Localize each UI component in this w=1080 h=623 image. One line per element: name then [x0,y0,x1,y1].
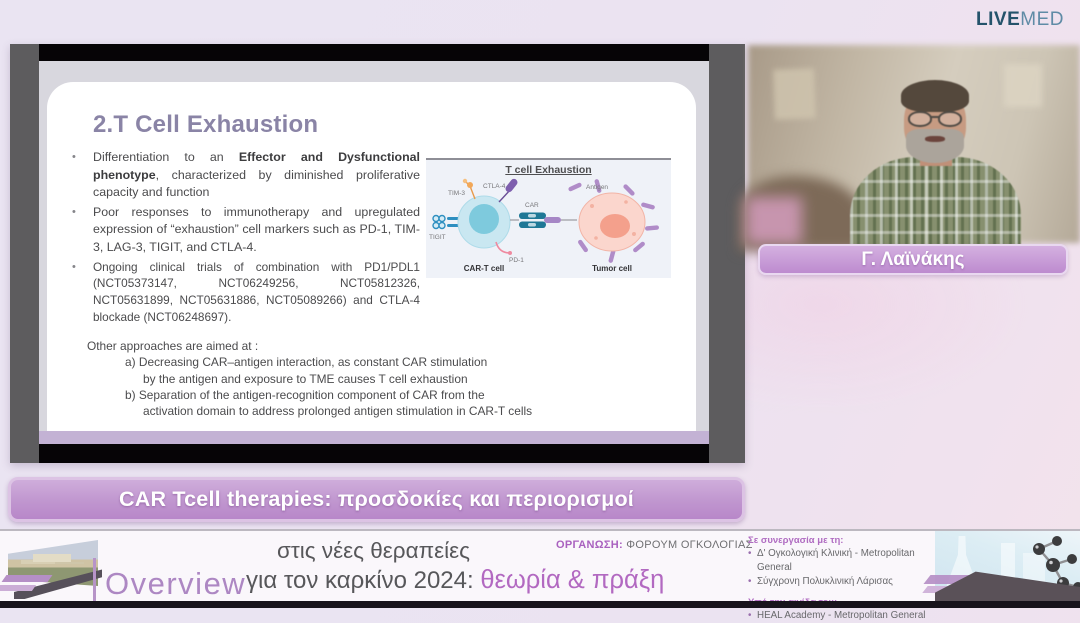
slide-letterbox-bottom [39,444,709,463]
label-pd1: PD-1 [509,257,524,264]
speaker-plaid-shirt [850,157,1021,251]
wall-picture-left [773,69,815,120]
label-antigen: Antigen [586,184,609,191]
event-subtitle-line2-purple: θεωρία & πράξη [480,566,665,594]
label-cart-cell: CAR-T cell [463,264,505,273]
slide-area [39,61,709,431]
slide-bullet-list [63,149,420,328]
label-car: CAR [525,202,539,209]
slide-bullet-2: • Poor responses to immunotherapy and upregulated expression of “exhaustion” cell markers such as PD-1, TIM-3, LAG-3, TIGIT, and CTLA-4. [63,204,420,257]
tcell-exhaustion-figure [426,158,671,328]
slide-footer-strip [39,431,709,444]
other-approach-b-line2: activation domain to address prolonged antigen stimulation in CAR-T cells [143,404,533,419]
organizer-value: ΦΟΡΟΥΜ ΟΓΚΟΛΟΓΙΑΣ [626,539,753,551]
partners-block [748,535,943,623]
event-subtitle-line1: στις νέες θεραπείες [276,538,471,563]
share-left-bezel [10,44,39,463]
slide-bullet-1: • Differentiation to an Effector and Dysfunctional phenotype, characterized by diminished proliferative capacity and function [63,149,420,202]
collaboration-label: Σε συνεργασία με τη: [748,535,844,546]
acropolis-buildings [33,554,71,562]
footer-right-collage [935,531,1080,601]
livemed-logo [976,9,1064,31]
slide-card [47,82,696,431]
event-name: Overview [105,566,247,601]
footer-divider-line [93,558,96,604]
label-tumor-cell: Tumor cell [592,264,632,273]
aegis-item: • HEAL Academy - Metropolitan General [748,609,943,623]
logo-med: MED [1020,9,1064,30]
slide-title: 2.T Cell Exhaustion [93,111,319,138]
event-subtitle-line2 [246,566,664,595]
event-footer [0,529,1080,621]
slide-letterbox-top [39,44,709,61]
organizer-line [556,539,753,551]
collaboration-item: • Δ' Ογκολογική Κλινική - Metropolitan General [748,547,943,575]
collaboration-item: • Σύγχρονη Πολυκλινική Λάρισας [748,575,943,589]
session-title-banner [8,477,745,522]
bottom-black-strip [0,601,1080,608]
footer-purple-stripe-left-2 [0,585,36,591]
footer-purple-stripe-left-1 [2,575,53,582]
tcell-exhaustion-diagram [426,176,669,274]
footer-left-collage [0,531,122,601]
speaker-name: Γ. Λαϊνάκης [861,248,965,270]
session-title: CAR Tcell therapies: προσδοκίες και περιορισμοί [119,487,634,511]
speaker-beard [906,129,964,163]
speaker-hair [901,80,969,111]
organizer-label: ΟΡΓΑΝΩΣΗ: [556,539,623,551]
speaker-video[interactable] [758,55,1070,233]
label-tigit: TIGIT [429,234,446,241]
other-approach-a-line2: by the antigen and exposure to TME causes T cell exhaustion [143,371,468,386]
share-content [39,44,709,463]
other-approaches-block [87,338,682,420]
label-ctla4: CTLA-4 [483,183,506,190]
logo-live: LIVE [976,9,1021,30]
figure-title: T cell Exhaustion [505,164,592,176]
speaker-person [848,83,1023,240]
event-subtitle-line2-gray: για τον καρκίνο 2024: [246,567,474,594]
slide-bullet-3: • Ongoing clinical trials of combination with PD1/PDL1 (NCT05373147, NCT06249256, NCT05812326, NCT05631899, NCT05631886, NCT05089266) and CTLA-4 blockade (NCT06248697). [63,259,420,326]
label-tim3: TIM-3 [448,190,465,197]
speaker-nameplate [758,244,1068,275]
speaker-mouth [925,136,944,142]
other-approach-a-line1: a) Decreasing CAR–antigen interaction, as constant CAR stimulation [125,355,488,370]
screen-share-window[interactable] [10,44,745,463]
background-pink-object [746,197,802,243]
speaker-glasses [908,111,962,127]
other-approach-b-line1: b) Separation of the antigen-recognition component of CAR from the [125,387,485,402]
share-right-bezel [709,44,745,463]
other-approaches-intro: Other approaches are aimed at : [87,338,259,353]
